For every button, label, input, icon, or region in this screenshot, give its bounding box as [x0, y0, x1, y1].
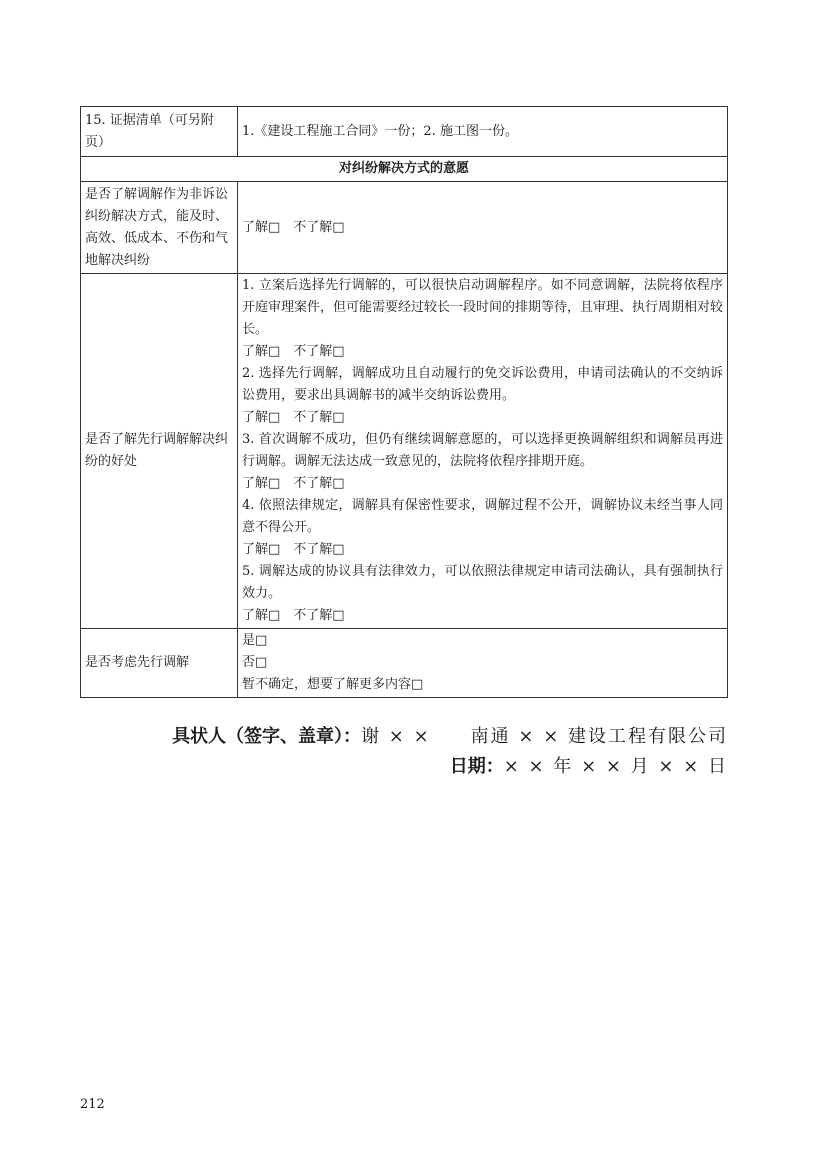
benefit-item-1-text: 1. 立案后选择先行调解的，可以很快启动调解程序。如不同意调解，法院将依程序开庭审理案件，但可能需要经过较长一段时间的排期等待，且审理、执行周期相对较长。 [242, 278, 724, 337]
benefit-item-5-text: 5. 调解达成的协议具有法律效力，可以依照法律规定申请司法确认，具有强制执行效力。 [242, 564, 723, 601]
page-number: 212 [80, 1097, 105, 1112]
benefit-item-4-answer: 了解□ 不了解□ [242, 542, 345, 557]
benefit-item-2-answer: 了解□ 不了解□ [242, 410, 345, 425]
complaint-form-table [80, 106, 728, 698]
consider-mediation-label: 是否考虑先行调解 [81, 629, 238, 698]
benefit-item-3-text: 3. 首次调解不成功，但仍有继续调解意愿的，可以选择更换调解组织和调解员再进行调解。调解无法达成一致意见的，法院将依程序排期开庭。 [242, 432, 723, 469]
option-yes: 是□ [242, 633, 268, 648]
signature-label: 具状人（签字、盖章）： [172, 726, 362, 747]
mediation-awareness-label: 是否了解调解作为非诉讼纠纷解决方式，能及时、高效、低成本、不伤和气地解决纠纷 [81, 182, 238, 274]
mediation-benefits-cell [238, 274, 728, 629]
date-line [172, 752, 728, 782]
signature-line [172, 722, 728, 752]
date-label: 日期： [449, 756, 504, 777]
mediation-awareness-answer: 了解□ 不了解□ [238, 182, 728, 274]
date-value: × × 年 × × 月 × × 日 [503, 756, 728, 777]
evidence-list-value: 1.《建设工程施工合同》一份；2. 施工图一份。 [238, 107, 728, 157]
consider-mediation-options [238, 629, 728, 698]
benefit-item-4-text: 4. 依照法律规定，调解具有保密性要求，调解过程不公开，调解协议未经当事人同意不得公开。 [242, 498, 723, 535]
benefit-item-1-answer: 了解□ 不了解□ [242, 344, 345, 359]
mediation-benefits-label: 是否了解先行调解解决纠纷的好处 [81, 274, 238, 629]
signature-block [172, 722, 728, 782]
evidence-list-label: 15. 证据清单（可另附页） [81, 107, 238, 157]
benefit-item-5-answer: 了解□ 不了解□ [242, 608, 345, 623]
option-undecided: 暂不确定，想要了解更多内容□ [242, 677, 424, 692]
option-no: 否□ [242, 655, 268, 670]
benefit-item-3-answer: 了解□ 不了解□ [242, 476, 345, 491]
benefit-item-2-text: 2. 选择先行调解，调解成功且自动履行的免交诉讼费用，申请司法确认的不交纳诉讼费用，要求出具调解书的减半交纳诉讼费用。 [242, 366, 723, 403]
signature-value: 谢 × × 南通 × × 建设工程有限公司 [361, 726, 728, 747]
section-title: 对纠纷解决方式的意愿 [81, 157, 728, 182]
